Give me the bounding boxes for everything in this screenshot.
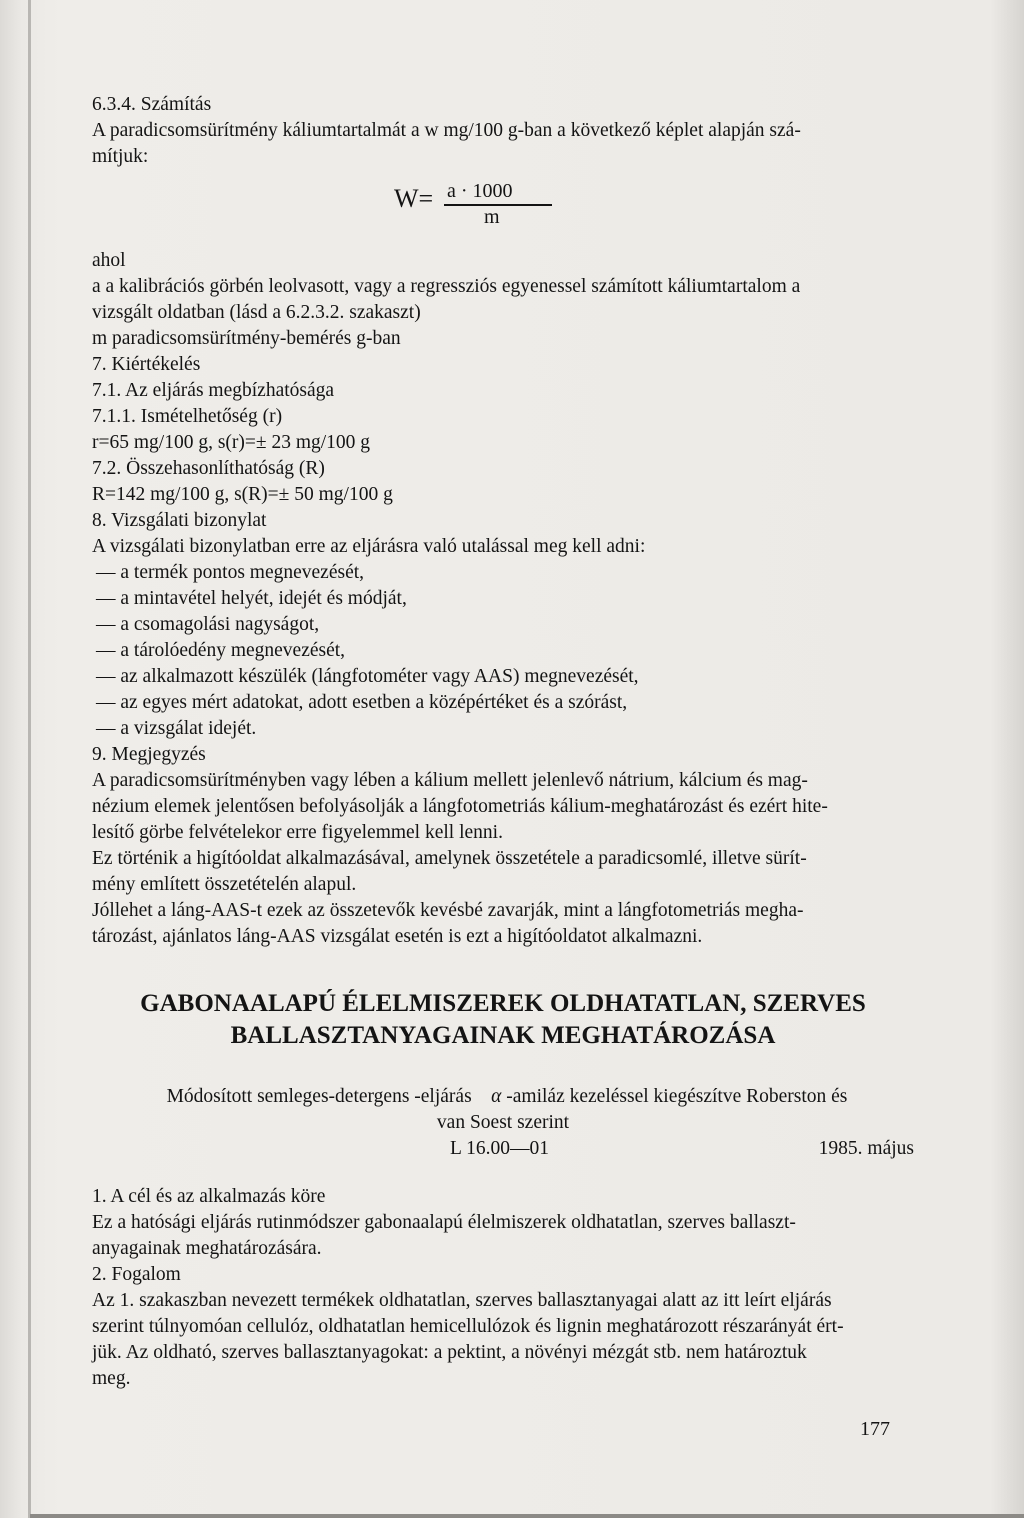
section-8-heading: 8. Vizsgálati bizonylat: [92, 510, 267, 531]
reproducibility-values: R=142 mg/100 g, s(R)=± 50 mg/100 g: [92, 484, 393, 505]
list-item: — a mintavétel helyét, idejét és módját,: [96, 588, 407, 609]
method-line-2: van Soest szerint: [436, 1112, 570, 1133]
paragraph-line: Az 1. szakaszban nevezett termékek oldhatatlan, szerves ballasztanyagai alatt az itt leírt eljárás: [92, 1290, 832, 1311]
second-text-block: [92, 1184, 914, 1392]
definition-a-cont: vizsgált oldatban (lásd a 6.2.3.2. szakaszt): [92, 302, 421, 323]
chapter-title-line-1: GABONAALAPÚ ÉLELMISZEREK OLDHATATLAN, SZERVES: [140, 990, 866, 1017]
paragraph-line: lesítő görbe felvételekor erre figyelemmel kell lenni.: [92, 822, 503, 843]
part-1-heading: 1. A cél és az alkalmazás köre: [92, 1186, 326, 1207]
section-7-1-1-heading: 7.1.1. Ismételhetőség (r): [92, 406, 283, 427]
ahol-label: ahol: [92, 250, 126, 271]
paragraph-line: jük. Az oldható, szerves ballasztanyagokat: a pektint, a növényi mézgát stb. nem határoztuk: [92, 1342, 807, 1363]
method-text-a: Módosított semleges-detergens -eljárás: [166, 1086, 472, 1107]
main-text-block: [92, 92, 914, 950]
method-text-b: -amiláz kezeléssel kiegészítve Roberston és: [506, 1086, 848, 1107]
formula-numerator: a · 1000: [447, 180, 513, 202]
list-item: — a vizsgálat idejét.: [96, 718, 257, 739]
paragraph-line: mény említett összetételén alapul.: [92, 874, 357, 895]
chapter-title: [92, 988, 914, 1052]
paragraph-line: A paradicsomsürítményben vagy lében a kálium mellett jelenlevő nátrium, kálcium és mag-: [92, 770, 808, 791]
list-item: — a csomagolási nagyságot,: [96, 614, 320, 635]
alpha-symbol-icon: α: [491, 1086, 502, 1107]
section-8-intro: A vizsgálati bizonylatban erre az eljárásra való utalással meg kell adni:: [92, 536, 646, 557]
page-number: 177: [860, 1418, 890, 1440]
paragraph-line: A paradicsomsürítmény káliumtartalmát a w mg/100 g-ban a következő képlet alapján szá-: [92, 120, 801, 141]
method-subtitle: [92, 1084, 914, 1162]
method-line-3: [92, 1136, 914, 1162]
section-7-1-heading: 7.1. Az eljárás megbízhatósága: [92, 380, 335, 401]
page-bottom-edge: [30, 1514, 1024, 1518]
section-7-heading: 7. Kiértékelés: [92, 354, 201, 375]
definition-a: a a kalibrációs görbén leolvasott, vagy a regressziós egyenessel számított káliumtartalom a: [92, 276, 801, 297]
formula-lhs: W=: [394, 184, 434, 213]
section-6-3-4-heading: 6.3.4. Számítás: [92, 94, 212, 115]
method-code: L 16.00—01: [450, 1138, 549, 1159]
list-item: — a termék pontos megnevezését,: [96, 562, 365, 583]
method-date: 1985. május: [818, 1138, 914, 1159]
paragraph-line: Jóllehet a láng-AAS-t ezek az összetevők kevésbé zavarják, mint a lángfotometriás megha-: [92, 900, 804, 921]
list-item: — a tárolóedény megnevezését,: [96, 640, 346, 661]
paragraph-line: anyagainak meghatározására.: [92, 1238, 322, 1259]
paragraph-line: nézium elemek jelentősen befolyásolják a lángfotometriás kálium-meghatározást és ezért hite-: [92, 796, 828, 817]
section-7-2-heading: 7.2. Összehasonlíthatóság (R): [92, 458, 325, 479]
part-2-heading: 2. Fogalom: [92, 1264, 181, 1285]
paragraph-line: Ez történik a higítóoldat alkalmazásával, amelynek összetétele a paradicsomlé, illetve sürít-: [92, 848, 807, 869]
section-9-heading: 9. Megjegyzés: [92, 744, 206, 765]
paragraph-line: tározást, ajánlatos láng-AAS vizsgálat esetén is ezt a higítóoldatot alkalmazni.: [92, 926, 703, 947]
chapter-title-line-2: BALLASZTANYAGAINAK MEGHATÁROZÁSA: [230, 1022, 776, 1049]
page-edge-line: [28, 0, 31, 1518]
definition-m: m paradicsomsürítmény-bemérés g-ban: [92, 328, 401, 349]
paragraph-line: szerint túlnyomóan cellulóz, oldhatatlan hemicellulózok és lignin meghatározott részarányát ért-: [92, 1316, 844, 1337]
formula-denominator: m: [484, 206, 500, 228]
paragraph-line: mítjuk:: [92, 146, 149, 167]
paragraph-line: meg.: [92, 1368, 131, 1389]
method-line-1: [92, 1084, 914, 1110]
list-item: — az egyes mért adatokat, adott esetben a középértéket és a szórást,: [96, 692, 628, 713]
formula: [92, 170, 914, 242]
paragraph-line: Ez a hatósági eljárás rutinmódszer gabonaalapú élelmiszerek oldhatatlan, szerves ballaszt-: [92, 1212, 796, 1233]
repeatability-values: r=65 mg/100 g, s(r)=± 23 mg/100 g: [92, 432, 371, 453]
list-item: — az alkalmazott készülék (lángfotométer vagy AAS) megnevezését,: [96, 666, 639, 687]
